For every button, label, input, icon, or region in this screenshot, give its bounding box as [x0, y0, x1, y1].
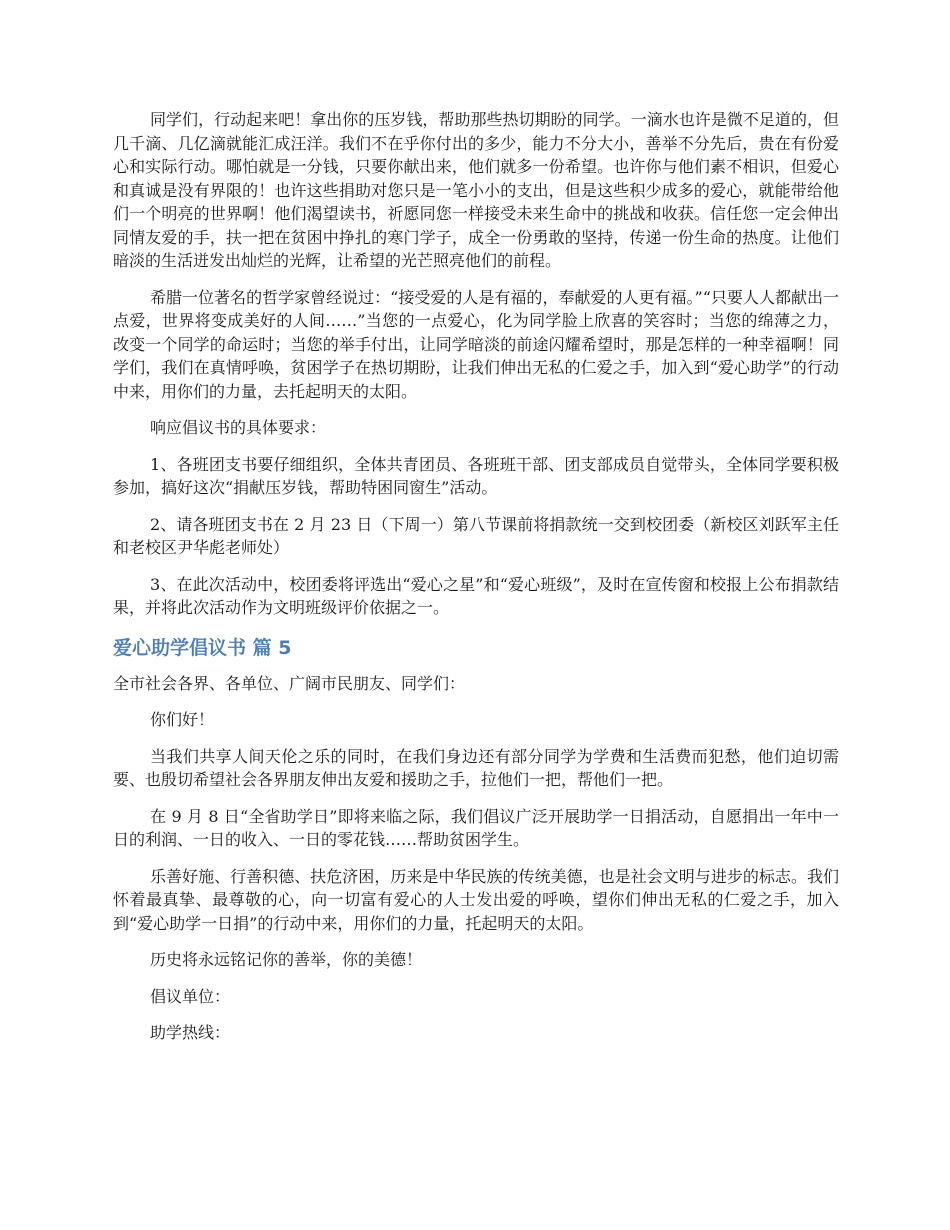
- paragraph-virtue: 乐善好施、行善积德、扶危济困，历来是中华民族的传统美德，也是社会文明与进步的标志。我们怀着最真挚、最尊敬的心，向一切富有爱心的人士发出爱的呼唤，望你们伸出无私的仁爱之手，加入到“爱心助学一日捐”的行动中来，用你们的力量，托起明天的太阳。: [113, 866, 839, 933]
- paragraph-requirement-3: 3、在此次活动中，校团委将评选出“爱心之星”和“爱心班级”，及时在宣传窗和校报上公布捐款结果，并将此次活动作为文明班级评价依据之一。: [113, 574, 839, 617]
- paragraph-requirements-intro: 响应倡议书的具体要求：: [150, 418, 327, 437]
- paragraph-hotline: 助学热线：: [150, 1023, 231, 1042]
- paragraph-initiator: 倡议单位：: [150, 986, 231, 1006]
- paragraph-students-need: 当我们共享人间天伦之乐的同时，在我们身边还有部分同学为学费和生活费而犯愁，他们迫切需要、也殷切希望社会各界朋友伸出友爱和援助之手，拉他们一把，帮他们一把。: [113, 746, 839, 789]
- section-heading: 爱心助学倡议书 篇 5: [113, 636, 292, 659]
- paragraph-salutation: 你们好！: [150, 710, 215, 729]
- paragraph-requirement-2: 2、请各班团支书在 2 月 23 日（下周一）第八节课前将捐款统一交到校团委（新校区刘跃军主任和老校区尹华彪老师处）: [113, 514, 839, 557]
- paragraph-history: 历史将永远铭记你的善举，你的美德！: [150, 950, 423, 969]
- paragraph-philosopher-quote: 希腊一位著名的哲学家曾经说过：“接受爱的人是有福的，奉献爱的人更有福。”“只要人人都献出一点爱，世界将变成美好的人间……”当您的一点爱心，化为同学脸上欣喜的笑容时；当您的绵薄之力，改变一个同学的命运时；当您的举手付出，让同学暗淡的前途闪耀希望时，那是怎样的一种幸福啊！同学们，我们在真情呼唤，贫困学子在热切期盼，让我们伸出无私的仁爱之手，加入到“爱心助学”的行动中来，用你们的力量，去托起明天的太阳。: [113, 287, 839, 401]
- paragraph-donation-day: 在 9 月 8 日“全省助学日”即将来临之际，我们倡议广泛开展助学一日捐活动，自愿捐出一年中一日的利润、一日的收入、一日的零花钱……帮助贫困学生。: [113, 806, 839, 849]
- document-page: [113, 108, 839, 1058]
- paragraph-call-to-action: 同学们，行动起来吧！拿出你的压岁钱，帮助那些热切期盼的同学。一滴水也许是微不足道的，但几千滴、几亿滴就能汇成汪洋。我们不在乎你付出的多少，能力不分大小，善举不分先后，贵在有份爱心和实际行动。哪怕就是一分钱，只要你献出来，他们就多一份希望。也许你与他们素不相识，但爱心和真诚是没有界限的！也许这些捐助对您只是一笔小小的支出，但是这些积少成多的爱心，就能带给他们一个明亮的世界啊！他们渴望读书，祈愿同您一样接受未来生命中的挑战和收获。信任您一定会伸出同情友爱的手，扶一把在贫困中挣扎的寒门学子，成全一份勇敢的坚持，传递一份生命的热度。让他们暗淡的生活迸发出灿烂的光辉，让希望的光芒照亮他们的前程。: [113, 110, 839, 270]
- paragraph-requirement-1: 1、各班团支书要仔细组织，全体共青团员、各班班干部、团支部成员自觉带头，全体同学要积极参加，搞好这次“捐献压岁钱，帮助特困同窗生”活动。: [113, 454, 839, 497]
- paragraph-greeting: 全市社会各界、各单位、广阔市民朋友、同学们：: [113, 673, 466, 693]
